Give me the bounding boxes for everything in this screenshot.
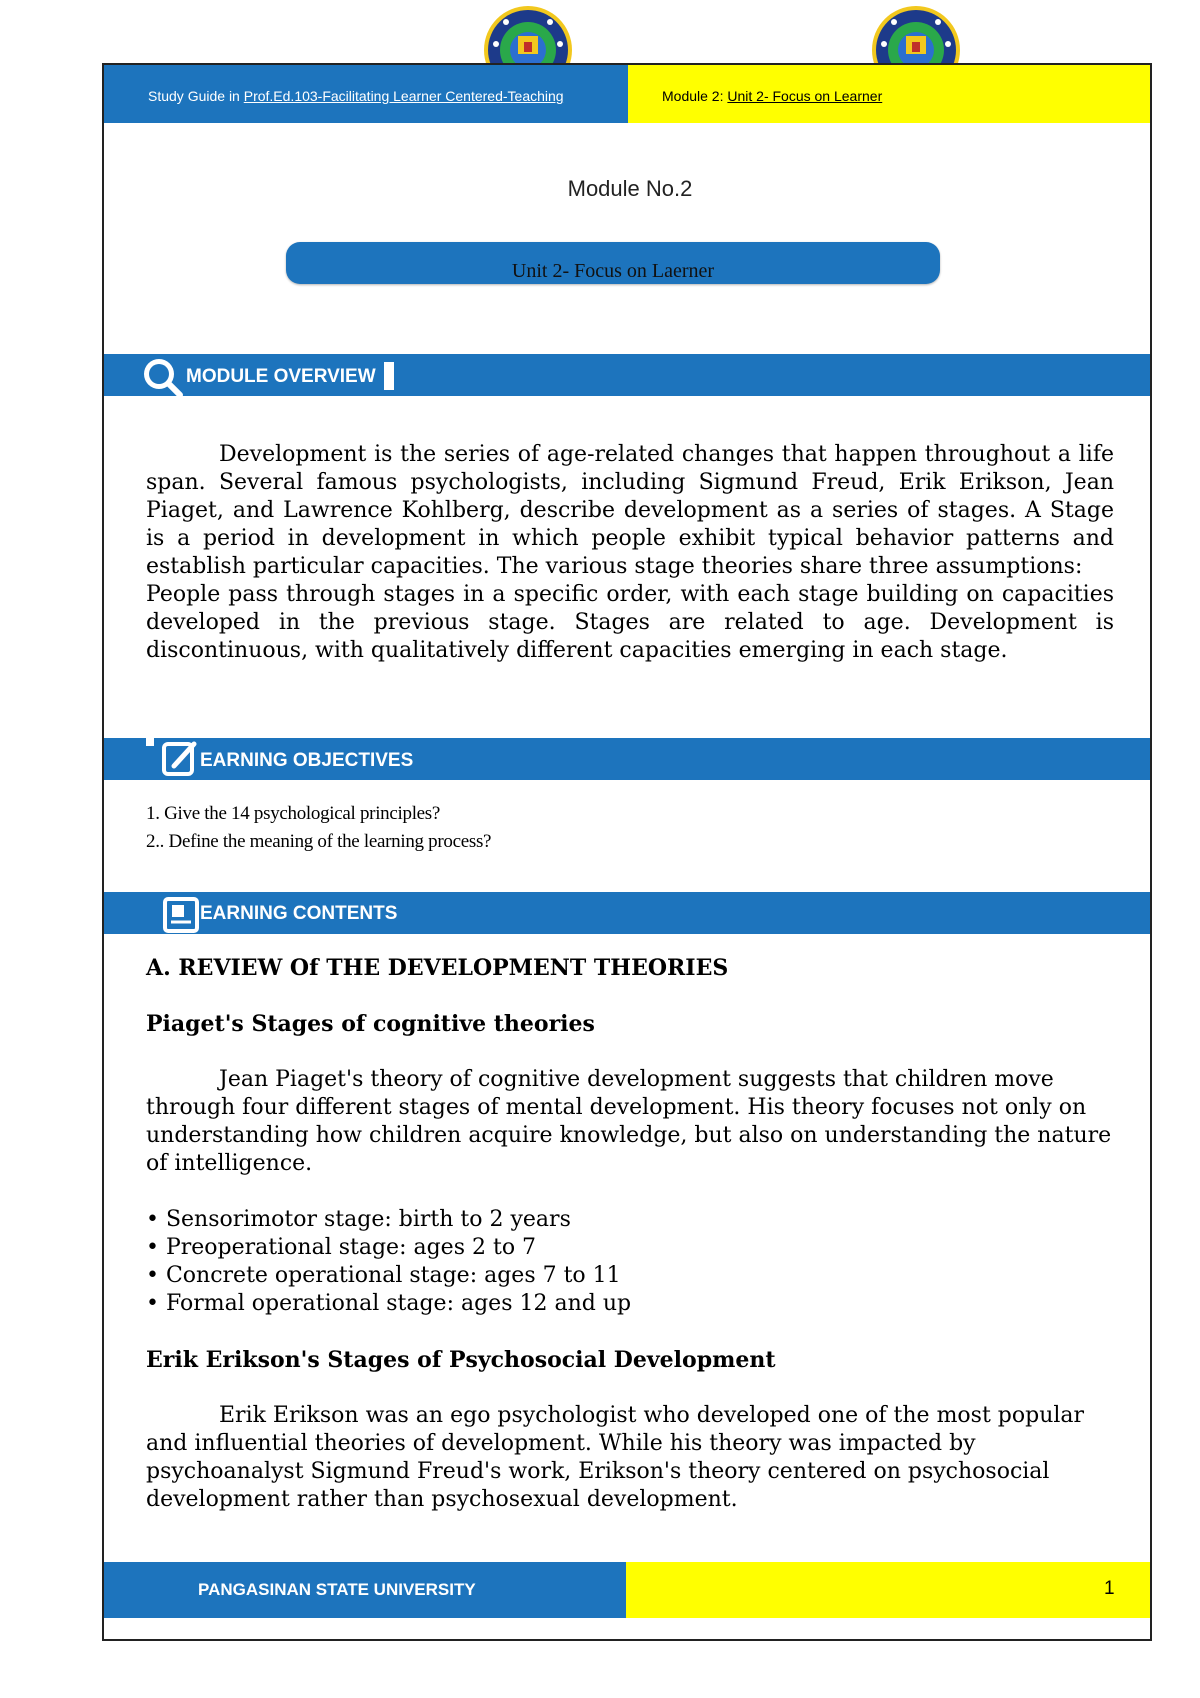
header-right-overlay — [628, 65, 1150, 123]
piaget-paragraph: Jean Piaget's theory of cognitive development suggests that children move through four different stages of mental development. His theory focuses not only on understanding how children acquire knowledge, but also on understanding the nature of intelligence. — [146, 1067, 1112, 1176]
page-number: 1 — [1104, 1578, 1115, 1599]
erikson-title: Erik Erikson's Stages of Psychosocial Development — [146, 1347, 776, 1373]
erikson-paragraph: Erik Erikson was an ego psychologist who developed one of the most popular and influential theories of development. While his theory was impacted by psychoanalyst Sigmund Freud's work, Erikson's theory centered on psychosocial development rather than psychosexual development. — [146, 1403, 1085, 1512]
magnifier-icon — [140, 356, 184, 403]
overview-paragraph-2: People pass through stages in a specific order, with each stage building on capacities developed in the previous stage. Stages are related to age. Development is discontinuous, with qualitatively different capacities emerging in each stage. — [146, 582, 1114, 663]
stage-list-item: • Formal operational stage: ages 12 and up — [146, 1291, 632, 1316]
objective-item: 1. Give the 14 psychological principles? — [146, 803, 441, 824]
overview-text — [146, 441, 1114, 665]
footer-right-band — [626, 1562, 1150, 1618]
stage-list-item: • Sensorimotor stage: birth to 2 years — [146, 1207, 571, 1232]
stage-list-item: • Preoperational stage: ages 2 to 7 — [146, 1235, 537, 1260]
unit-title: Unit 2- Focus on Laerner — [511, 260, 715, 282]
learning-objectives-label: EARNING OBJECTIVES — [200, 750, 414, 771]
module-number: Module No.2 — [567, 176, 693, 201]
module-overview-label: MODULE OVERVIEW — [186, 366, 376, 387]
university-seal-right — [870, 4, 962, 70]
study-guide-header — [148, 88, 564, 104]
module-prefix: Module 2: — [662, 88, 728, 104]
piaget-title: Piaget's Stages of cognitive theories — [146, 1011, 595, 1037]
learning-contents — [146, 954, 1114, 1514]
university-name: PANGASINAN STATE UNIVERSITY — [198, 1580, 476, 1599]
contents-heading: A. REVIEW Of THE DEVELOPMENT THEORIES — [146, 955, 729, 981]
overview-paragraph-1: Development is the series of age-related changes that happen throughout a life span. Several famous psychologists, including Sigmund Freud, Erik Erikson, Jean Piaget, and Lawrence Kohlberg, describe development as a series of stages. A Stage is a period in development in which people exhibit typical behavior patterns and establish particular capacities. The various stage theories share three assumptions: — [146, 442, 1114, 579]
document-icon — [162, 896, 200, 939]
objectives-list — [146, 800, 491, 856]
university-seal-left — [482, 4, 574, 70]
band-tab-mark — [146, 732, 154, 746]
stage-list-item: • Concrete operational stage: ages 7 to 11 — [146, 1263, 621, 1288]
text-cursor-mark — [384, 362, 394, 390]
module-unit-link: Unit 2- Focus on Learner — [727, 88, 883, 104]
course-title-link: Prof.Ed.103-Facilitating Learner Centered-Teaching — [243, 88, 564, 104]
learning-contents-label: EARNING CONTENTS — [200, 903, 398, 924]
edit-pencil-icon — [160, 738, 200, 783]
study-guide-prefix: Study Guide in — [148, 88, 244, 104]
objective-item: 2.. Define the meaning of the learning process? — [146, 831, 492, 852]
